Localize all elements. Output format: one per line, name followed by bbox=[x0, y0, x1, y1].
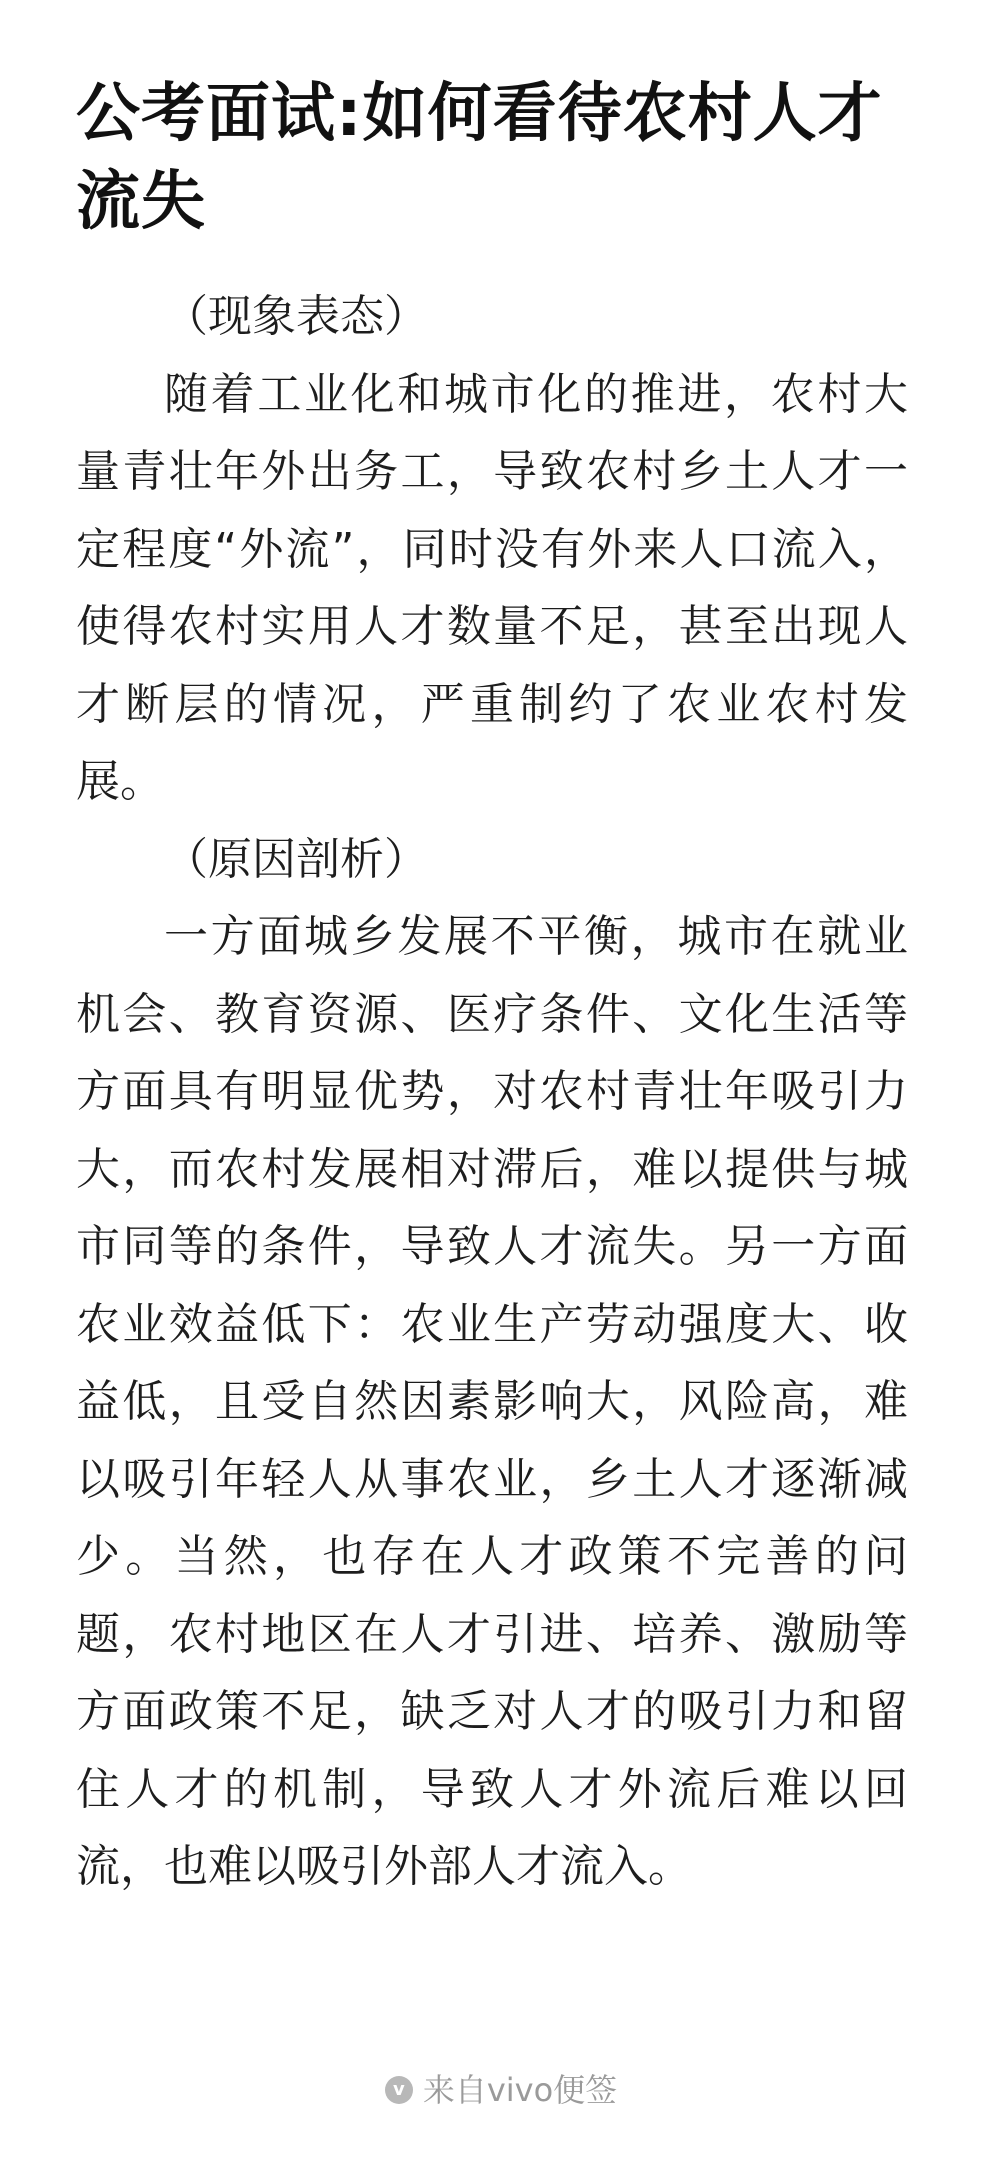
vivo-logo-icon: v bbox=[385, 2076, 413, 2104]
source-footer bbox=[0, 2068, 1002, 2112]
note-title: 公考面试:如何看待农村人才流失 bbox=[76, 77, 883, 239]
section-label-cause: （原因剖析） bbox=[164, 833, 428, 885]
note-content bbox=[76, 70, 908, 1906]
paragraph-phenomenon: 随着工业化和城市化的推进，农村大量青壮年外出务工，导致农村乡土人才一定程度“外流”，同时没有外来人口流入，使得农村实用人才数量不足，甚至出现人才断层的情况，严重制约了农业农村发展。 bbox=[76, 368, 908, 807]
source-label: 来自vivo便签 bbox=[422, 2071, 618, 2109]
paragraph-cause: 一方面城乡发展不平衡，城市在就业机会、教育资源、医疗条件、文化生活等方面具有明显优势，对农村青壮年吸引力大，而农村发展相对滞后，难以提供与城市同等的条件，导致人才流失。另一方面农业效益低下：农业生产劳动强度大、收益低，且受自然因素影响大，风险高，难以吸引年轻人从事农业，乡土人才逐渐减少。当然，也存在人才政策不完善的问题，农村地区在人才引进、培养、激励等方面政策不足，缺乏对人才的吸引力和留住人才的机制，导致人才外流后难以回流，也难以吸引外部人才流入。 bbox=[76, 911, 908, 1892]
section-label-phenomenon: （现象表态） bbox=[164, 291, 428, 342]
